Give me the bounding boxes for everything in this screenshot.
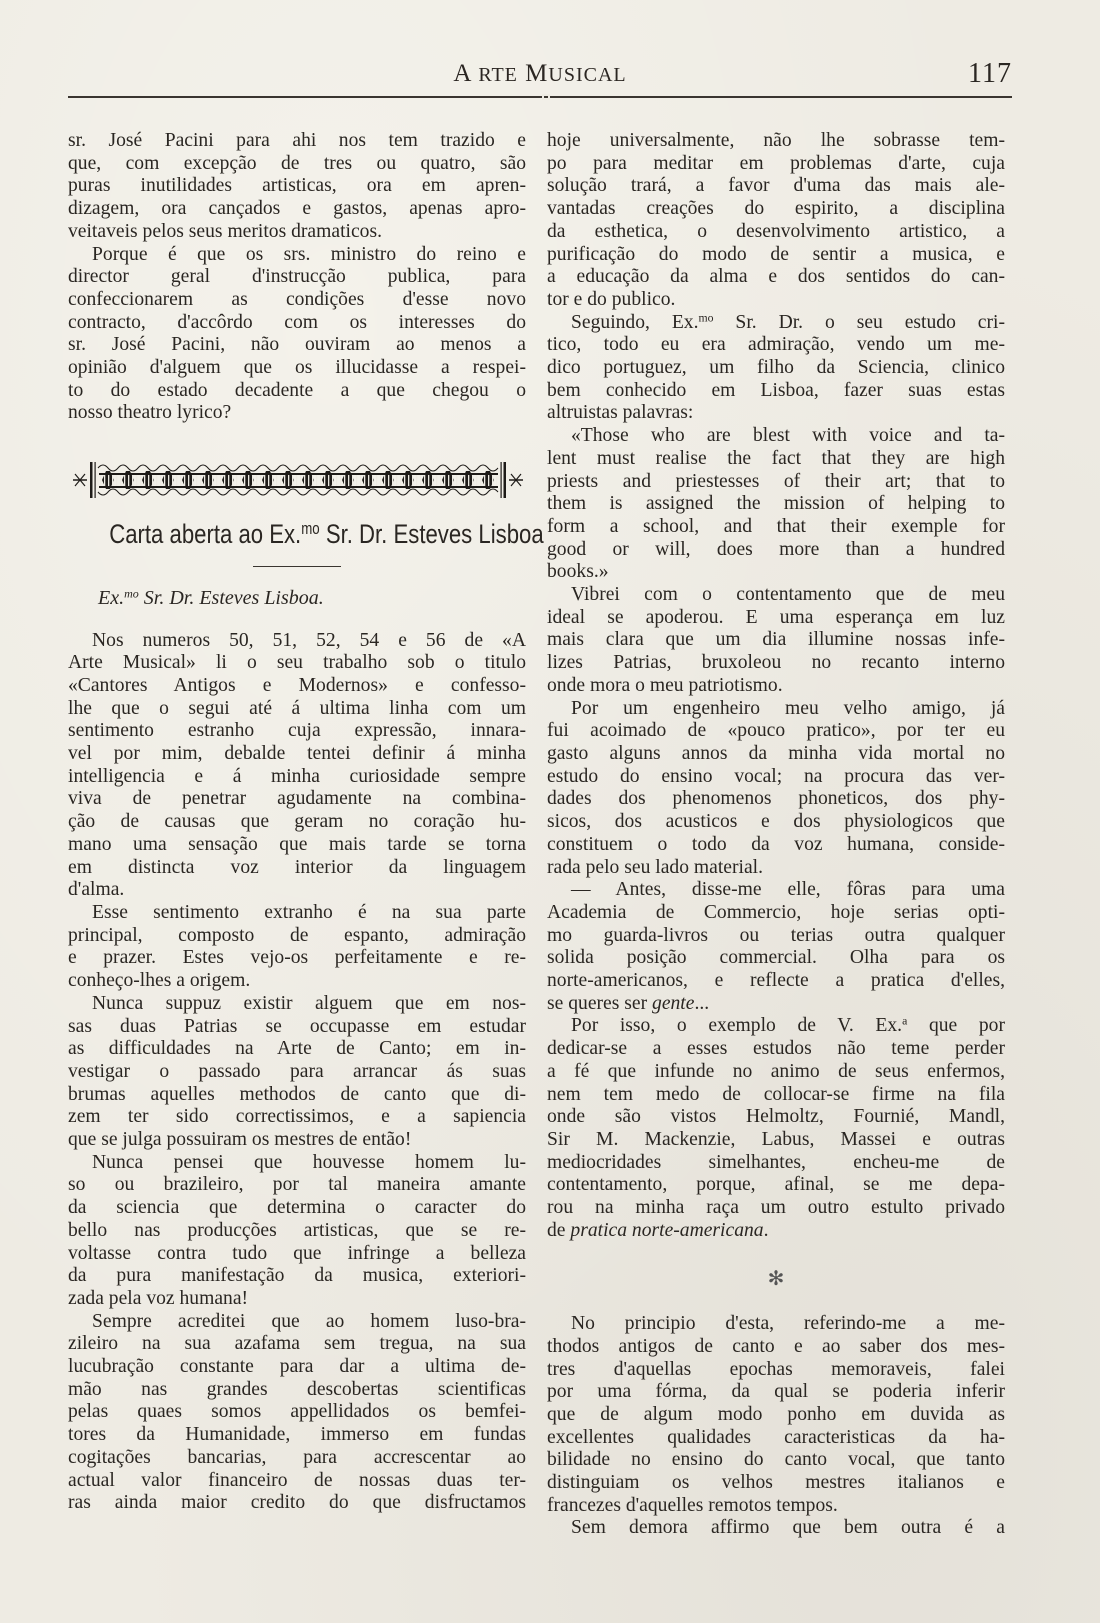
text-fragment: de [547, 1219, 571, 1241]
ornament-stripe [368, 475, 369, 486]
text-line: priests and priestesses of their art; that to [547, 470, 1005, 492]
text-line: sas duas Patrias se occupasse em estudar [68, 1015, 526, 1037]
ornament-stripe [204, 475, 205, 486]
ornament-stripe [236, 475, 237, 486]
ornament-stripe [432, 475, 433, 486]
ornament-stripe [408, 475, 409, 486]
text-line: pelas quaes somos appellidados os bemfei- [68, 1401, 526, 1423]
text-line: Sir M. Mackenzie, Labus, Massei e outras [547, 1128, 1005, 1150]
ornament-stripe [152, 475, 153, 486]
emphasis-pratica: pratica norte-americana [570, 1219, 764, 1241]
text-line: rou na minha raça um outro estulto privado [547, 1197, 1005, 1219]
ornament-stripe [252, 475, 253, 486]
text-line: ideal se apoderou. E uma esperança em luz [547, 606, 1005, 628]
ornament-stripe [192, 475, 193, 486]
ornament-stripe [128, 475, 129, 486]
ornament-stripe [100, 475, 101, 486]
text-line: to do estado decadente a que chegou o [68, 379, 526, 401]
paragraph-no-principio [547, 1313, 1005, 1517]
text-line: No principio d'esta, referindo-me a me- [571, 1313, 1005, 1335]
ornament-stripe [376, 475, 377, 486]
ornament-stripe [244, 475, 245, 486]
ornament-stripe [360, 475, 361, 486]
ornament-stripe [212, 475, 213, 486]
text-line: constituem o todo da voz humana, conside- [547, 833, 1005, 855]
ornament-stripe [228, 475, 229, 486]
text-line: as difficuldades na Arte de Canto; em in- [68, 1038, 526, 1060]
text-line: puras inutilidades artisticas, ora em apren- [68, 175, 526, 197]
text-line: so ou brazileiro, por tal maneira amante [68, 1174, 526, 1196]
ornament-stripe [424, 475, 425, 486]
ornament-stripe [448, 475, 449, 486]
ornament-stripe [308, 475, 309, 486]
text-line: tores da Humanidade, immerso em fundas [68, 1424, 526, 1446]
text-line: bilidade no ensino do canto vocal, que tanto [547, 1449, 1005, 1471]
ornament-stripe [496, 475, 497, 486]
text-line: ção de causas que geram no coração hu- [68, 811, 526, 833]
paragraph-por-isso [547, 1015, 1005, 1242]
ornament-stripe [160, 475, 161, 486]
text-line: mediocridades simelhantes, encheu-me de [547, 1151, 1005, 1173]
header-rule-ornament [542, 94, 550, 100]
text-line: francezes d'aquelles remotos tempos. [547, 1494, 838, 1516]
text-line: brumas aquelles methodos de canto que di- [68, 1083, 526, 1105]
title-rule [253, 566, 341, 567]
left-column [68, 130, 544, 1515]
emphasis-gente: gente [652, 992, 695, 1014]
salutation-sup: mo [124, 586, 139, 601]
ornament-stripe [280, 475, 281, 486]
text-line: nem tem medo de collocar-se firme na fila [547, 1083, 1005, 1105]
ornament-stripe [324, 475, 325, 486]
text-line: Nunca pensei que houvesse homem lu- [92, 1151, 526, 1173]
text-line: solução trará, a favor d'uma das mais ale- [547, 175, 1005, 197]
paragraph-seguindo-rest [547, 334, 1005, 425]
text-line: contentamento, porque, afinal, se me depa- [547, 1174, 1005, 1196]
text-line: Vibrei com o contentamento que de meu [571, 584, 1005, 606]
ornament-stripe [384, 475, 385, 486]
text-line: zileiro na sua azafama sem tregua, na sua [68, 1333, 526, 1355]
text-line: dizagem, ora cançados e gastos, apenas apro- [68, 198, 526, 220]
ornament-stripe [328, 475, 329, 486]
ornament-stripe [272, 475, 273, 486]
ornament-stripe [452, 475, 453, 486]
text-line: zem ter sido correctissimos, e a sapiencia [68, 1106, 526, 1128]
text-line: bello nas producções artisticas, que se re- [68, 1219, 526, 1241]
text-line: actual valor financeiro de nossas duas ter- [68, 1469, 526, 1491]
text-line: Sempre acreditei que ao homem luso-bra- [92, 1310, 526, 1332]
ornament-stripe [472, 475, 473, 486]
text-line: distinguiam os velhos mestres italianos e [547, 1472, 1005, 1494]
ornament-stripe [148, 475, 149, 486]
ornament-stripe [264, 475, 265, 486]
text-line: lucubração constante para dar a ultima de- [68, 1356, 526, 1378]
ornament-stripe [440, 475, 441, 486]
ornament-stripe [136, 475, 137, 486]
ornament-stripe [240, 475, 241, 486]
text-line: contracto, d'accôrdo com os interesses do [68, 311, 526, 333]
text-line: e prazer. Estes vejo-os perfeitamente e re- [68, 947, 526, 969]
ornament-stripe [372, 475, 373, 486]
text-line: thodos antigos de canto e ao saber dos mes- [547, 1335, 1005, 1357]
ornament-stripe [484, 475, 485, 486]
text-line: Arte Musical» li o seu trabalho sob o titulo [68, 652, 526, 674]
ornament-stripe [344, 475, 345, 486]
ornament-stripe [276, 475, 277, 486]
ornament-stripe [388, 475, 389, 486]
ornament-wave-top [98, 465, 498, 471]
right-column [547, 130, 1005, 1540]
text-line: Por um engenheiro meu velho amigo, já [571, 697, 1005, 719]
ornament-stripe [260, 475, 261, 486]
text-line: books.» [547, 561, 609, 583]
text-line: por uma fórma, da qual se poderia inferir [547, 1381, 1005, 1403]
text-line: que se julga possuiram os mestres de então! [68, 1129, 412, 1151]
text-line: nosso theatro lyrico? [68, 402, 232, 424]
text-line: tor e do publico. [547, 288, 676, 310]
text-line: tico, todo eu era admiração, vendo um me- [547, 334, 1005, 356]
ornament-wave-bottom [98, 489, 498, 495]
ornament-stripe [172, 475, 173, 486]
paragraph-hoje-universalmente [547, 130, 1005, 312]
superscript: a [902, 1014, 908, 1028]
ornament-stripe [300, 475, 301, 486]
text-line: opinião d'alguem que os illucidasse a respei- [68, 357, 526, 379]
ornament-stripe [468, 475, 469, 486]
text-line: em distincta voz interior da linguagem [68, 856, 526, 878]
text-line: a educação da alma e dos sentidos do can- [547, 266, 1005, 288]
text-line: da sciencia que determina o caracter do [68, 1197, 526, 1219]
text-line [547, 1015, 1005, 1038]
text-line: them is assigned the mission of helping to [547, 493, 1005, 515]
paragraph-nos-numeros [68, 630, 526, 902]
text-line: «Cantores Antigos e Modernos» e confesso- [68, 674, 526, 696]
text-line: intelligencia e á minha curiosidade sempre [68, 765, 526, 787]
text-line: que de algum modo ponho em duvida as [547, 1403, 1005, 1425]
ornament-stripe [316, 475, 317, 486]
quote-english [547, 425, 1005, 584]
text-line: da pura manifestação da musica, exteriori- [68, 1265, 526, 1287]
ornament-stripe [296, 475, 297, 486]
ornament-stripe [144, 475, 145, 486]
text-line: vantadas creações do espirito, a disciplina [547, 198, 1005, 220]
article-title [109, 519, 544, 550]
text-line: conheço-lhes a origem. [68, 970, 251, 992]
article-title-pre: Carta aberta ao Ex. [109, 519, 302, 550]
text-line: po para meditar em problemas d'arte, cuja [547, 152, 1005, 174]
text-line: form a school, and that their exemple for [547, 515, 1005, 537]
text-fragment: Seguindo, Ex. [571, 311, 699, 333]
text-line: ras ainda maior credito do que disfructamos [68, 1492, 526, 1514]
ornament-stripe [480, 475, 481, 486]
ornament-stripe [396, 475, 397, 486]
text-line: zada pela voz humana! [68, 1287, 249, 1309]
text-line: dedicar-se a esses estudos não teme perder [547, 1038, 1005, 1060]
asterism-icon: ✻ [767, 1268, 785, 1291]
ornament-stripe [200, 475, 201, 486]
text-line [547, 1220, 1005, 1243]
text-line: gasto alguns annos da minha vida mortal no [547, 742, 1005, 764]
ornament-stripe [256, 475, 257, 486]
paragraph-nunca-suppuz [68, 993, 526, 1152]
ornament-stripe [156, 475, 157, 486]
ornament-stripe [164, 475, 165, 486]
text-line: altruistas palavras: [547, 402, 694, 424]
ornament-stripe [444, 475, 445, 486]
text-line: vel por mim, debalde tentei definir á minha [68, 743, 526, 765]
ornament-end-bar [95, 462, 96, 498]
text-line: lhe que o segui até á ultima linha com um [68, 697, 526, 719]
text-line: mo guarda-livros ou terias outra qualquer [547, 924, 1005, 946]
ornament-stripe [336, 475, 337, 486]
text-line: mais clara que um dia illumine nossas infe- [547, 629, 1005, 651]
text-fragment: Sr. Dr. o seu estudo cri- [713, 311, 1005, 333]
text-line: Sem demora affirmo que bem outra é a [571, 1517, 1005, 1539]
ornament-stripe [340, 475, 341, 486]
text-line [547, 993, 1005, 1016]
ornament-stripe [188, 475, 189, 486]
ornament-stripe [184, 475, 185, 486]
ornament-stripe [332, 475, 333, 486]
text-line: lizes Patrias, bruxoleou no recanto interno [547, 652, 1005, 674]
ornament-stripe [404, 475, 405, 486]
ornament-stripe [168, 475, 169, 486]
ornament-stripe [400, 475, 401, 486]
text-line: dades dos phenomenos phoneticos, dos phy- [547, 788, 1005, 810]
ornament-band-edge [99, 486, 498, 488]
header-rule [68, 96, 1012, 98]
page-number: 117 [968, 58, 1012, 89]
ornament-stripe [304, 475, 305, 486]
text-line: Nos numeros 50, 51, 52, 54 e 56 de «A [92, 629, 526, 651]
text-line: — Antes, disse-me elle, fôras para uma [571, 879, 1005, 901]
text-line: dico portuguez, um filho da Sciencia, clinico [547, 357, 1005, 379]
paragraph-continuation [68, 130, 526, 244]
ornament-stripe [220, 475, 221, 486]
ornament-stripe [268, 475, 269, 486]
text-line: sicos, dos acusticos e dos physiologicos que [547, 811, 1005, 833]
ornament-stripe [140, 475, 141, 486]
ornament-stripe [460, 475, 461, 486]
text-fragment: ... [694, 992, 710, 1014]
paragraph-vibrei [547, 584, 1005, 698]
text-line: tres d'aquellas epochas memoraveis, falei [547, 1358, 1005, 1380]
journal-title-initial-m: M [525, 60, 549, 87]
text-line: lent must realise the fact that they are high [547, 447, 1005, 469]
ornament-end-bar [501, 462, 502, 498]
text-line: good or will, does more than a hundred [547, 538, 1005, 560]
text-line [547, 312, 1005, 335]
ornament-stripe [120, 475, 121, 486]
paragraph-antes-lines [547, 879, 1005, 993]
text-line: Esse sentimento extranho é na sua parte [92, 901, 526, 923]
text-line: onde mora o meu patriotismo. [547, 674, 783, 696]
ornament-end-bar [504, 462, 507, 498]
salutation-pre: Ex. [98, 586, 125, 609]
ornament-end-bar [90, 462, 93, 498]
text-line: fui acoimado de «pouco pratico», por ter eu [547, 720, 1005, 742]
text-line: cogitações bancarias, para accrescentar ao [68, 1446, 526, 1468]
ornament-stripe [420, 475, 421, 486]
text-line: sr. José Pacini, não ouviram ao menos a [68, 334, 526, 356]
ornament-stripe [208, 475, 209, 486]
superscript: mo [698, 311, 714, 325]
journal-title-rest-2: USICAL [548, 64, 627, 86]
ornament-stripe [356, 475, 357, 486]
ornament-stripe [284, 475, 285, 486]
ornament-stripe [464, 475, 465, 486]
text-line: director geral d'instrucção publica, para [68, 266, 526, 288]
paragraph-sem-demora [547, 1517, 1005, 1540]
ornament-stripe [224, 475, 225, 486]
text-line: principal, composto de espanto, admiração [68, 924, 526, 946]
text-line: d'alma. [68, 879, 125, 901]
text-line: norte-americanos, e reflecte a pratica d'elles, [547, 970, 1005, 992]
text-line: Porque é que os srs. ministro do reino e [92, 243, 526, 265]
text-line: sentimento estranho cuja expressão, innara- [68, 720, 526, 742]
ornament-stripe [248, 475, 249, 486]
text-line: purificação do modo de sentir a musica, e [547, 243, 1005, 265]
ornament-stripe [104, 475, 105, 486]
text-line: onde são vistos Helmoltz, Fournié, Mandl, [547, 1106, 1005, 1128]
text-line: Academia de Commercio, hoje serias opti- [547, 901, 1005, 923]
text-line: estudo do ensino vocal; na procura das ver- [547, 765, 1005, 787]
article-title-sup: mo [301, 520, 320, 539]
journal-title-rest-1: RTE [478, 64, 518, 86]
text-line: confeccionarem as condições d'esse novo [68, 288, 526, 310]
text-line: que, com excepção de tres ou quatro, são [68, 152, 526, 174]
decorative-rule-ornament-icon [72, 459, 524, 501]
ornament-stripe [108, 475, 109, 486]
ornament-band-edge [99, 473, 498, 475]
running-head [68, 56, 1012, 100]
text-fragment: que por [907, 1015, 1005, 1037]
text-line: bem conhecido em Lisboa, fazer suas estas [547, 379, 1005, 401]
ornament-stripe [320, 475, 321, 486]
journal-title-initial-a: A [453, 60, 472, 87]
ornament-stripe [392, 475, 393, 486]
text-line: vestigar o passado para arrancar ás suas [68, 1060, 526, 1082]
ornament-stripe [116, 475, 117, 486]
paragraph-por-isso-lines [547, 1038, 1005, 1220]
text-line: Nunca suppuz existir alguem que em nos- [92, 992, 526, 1014]
ornament-stripe [112, 475, 113, 486]
paragraph-sempre-acreditei [68, 1311, 526, 1515]
ornament-stripe [492, 475, 493, 486]
text-line: viva de penetrar agudamente na combina- [68, 788, 526, 810]
text-line: rada pelo seu lado material. [547, 856, 763, 878]
text-line: sr. José Pacini para ahi nos tem trazido e [68, 130, 526, 151]
paragraph-antes-disse [547, 879, 1005, 1015]
ornament-stripe [380, 475, 381, 486]
ornament-stripe [232, 475, 233, 486]
text-line: veitaveis pelos seus meritos dramaticos. [68, 220, 382, 242]
ornament-stripe [488, 475, 489, 486]
paragraph-esse-sentimento [68, 902, 526, 993]
ornament-stripe [288, 475, 289, 486]
text-line: da esthetica, o desenvolvimento artistico, a [547, 220, 1005, 242]
ornament-stripe [180, 475, 181, 486]
paragraph-seguindo [547, 312, 1005, 426]
ornament-stripe [312, 475, 313, 486]
text-line: mão nas grandes descobertas scientificas [68, 1378, 526, 1400]
text-line: a fé que infunde no animo de seus enfermos, [547, 1060, 1005, 1082]
ornament-stripe [348, 475, 349, 486]
text-fragment: . [763, 1219, 769, 1241]
ornament-stripe [124, 475, 125, 486]
ornament-stripe [416, 475, 417, 486]
text-line: solida posição commercial. Olha para os [547, 947, 1005, 969]
ornament-stripe [216, 475, 217, 486]
paragraph-por-um-engenheiro [547, 698, 1005, 880]
paragraph-porque [68, 244, 526, 426]
text-fragment: Por isso, o exemplo de V. Ex. [571, 1015, 903, 1037]
text-line: excellentes qualidades caracteristicas da ha- [547, 1426, 1005, 1448]
ornament-stripe [132, 475, 133, 486]
ornament-stripe [412, 475, 413, 486]
ornament-stripe [196, 475, 197, 486]
ornament-stripe [476, 475, 477, 486]
ornament-stripe [352, 475, 353, 486]
ornament-stripe [456, 475, 457, 486]
text-line: mano uma sensação que mais tarde se torna [68, 833, 526, 855]
ornament-stripe [428, 475, 429, 486]
text-line: voltasse contra tudo que infringe a belleza [68, 1242, 526, 1264]
text-line: «Those who are blest with voice and ta- [571, 425, 1005, 447]
article-title-post: Sr. Dr. Esteves Lisboa [319, 519, 544, 550]
salutation [98, 587, 526, 610]
journal-title [68, 60, 1012, 88]
ornament-stripe [364, 475, 365, 486]
ornament-stripe [292, 475, 293, 486]
paragraph-nunca-pensei [68, 1152, 526, 1311]
ornament-stripe [436, 475, 437, 486]
salutation-post: Sr. Dr. Esteves Lisboa. [138, 586, 324, 609]
text-fragment: se queres ser [547, 992, 653, 1014]
ornament-stripe [176, 475, 177, 486]
text-line: hoje universalmente, não lhe sobrasse tem- [547, 130, 1005, 151]
